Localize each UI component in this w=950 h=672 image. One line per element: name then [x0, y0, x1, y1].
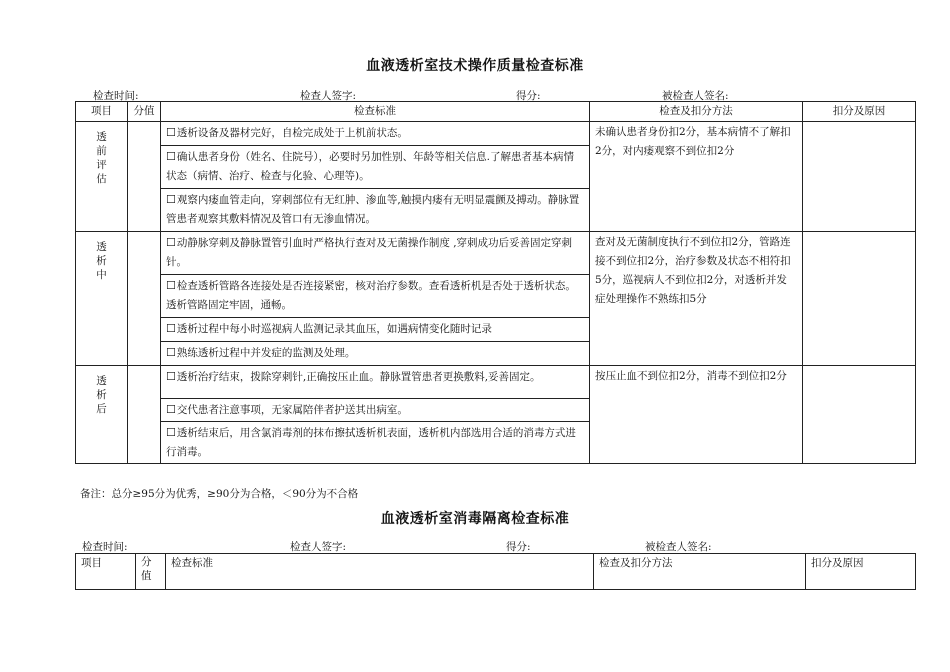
header-item: 项目: [76, 554, 136, 590]
header-deduction: 扣分及原因: [806, 554, 916, 590]
header-score-label: 分值: [141, 556, 152, 582]
header-standard: 检查标准: [161, 102, 590, 122]
standard-item: ☐ 透析设备及器材完好，自检完成处于上机前状态。: [161, 122, 590, 146]
method-cell: 按压止血不到位扣2分，消毒不到位扣2分: [590, 366, 803, 464]
table-header-row: [76, 554, 916, 590]
category-label: 透前评估: [96, 131, 107, 185]
quality-check-table: [75, 101, 916, 464]
table-header-row: [76, 102, 916, 122]
method-cell: 未确认患者身份扣2分，基本病情不了解扣2分，对内瘘观察不到位扣2分: [590, 122, 803, 232]
inspector-signature-label: 检查人签字:: [290, 541, 347, 553]
standard-item: ☐ 动静脉穿刺及静脉置管引血时严格执行查对及无菌操作制度 ,穿刺成功后妥善固定穿刺针。: [161, 232, 590, 275]
header-method: 检查及扣分方法: [594, 554, 806, 590]
standard-item: ☐ 观察内瘘血管走向，穿刺部位有无红肿、渗血等,触摸内瘘有无明显震颤及搏动。静脉置管患者观察其敷料情况及管口有无渗血情况。: [161, 189, 590, 232]
inspectee-signature-label: 被检查人签名:: [645, 541, 712, 553]
section-title: 血液透析室消毒隔离检查标准: [380, 511, 570, 527]
standard-item: ☐ 检查透析管路各连接处是否连接紧密，核对治疗参数。查看透析机是否处于透析状态。透析管路固定牢固，通畅。: [161, 275, 590, 318]
standard-item: ☐ 透析结束后，用含氯消毒剂的抹布擦拭透析机表面，透析机内部选用合适的消毒方式进行消毒。: [161, 422, 590, 464]
score-label: 得分:: [506, 541, 531, 553]
method-cell: 查对及无菌制度执行不到位扣2分，管路连接不到位扣2分，治疗参数及状态不相符扣5分，巡视病人不到位扣2分，对透析并发症处理操作不熟练扣5分: [590, 232, 803, 366]
deduction-cell: [803, 366, 916, 464]
header-standard: 检查标准: [166, 554, 594, 590]
score-label: 得分:: [516, 90, 541, 102]
inspectee-signature-label: 被检查人签名:: [662, 90, 729, 102]
standard-item: ☐ 透析治疗结束，拨除穿刺针,正确按压止血。静脉置管患者更换敷料,妥善固定。: [161, 366, 590, 399]
standard-item: ☐ 确认患者身份（姓名、住院号），必要时另加性别、年龄等相关信息.了解患者基本病情状态（病情、治疗、检查与化验、心理等)。: [161, 146, 590, 189]
table-row: [76, 122, 916, 146]
score-cell: [128, 122, 161, 232]
header-deduction: 扣分及原因: [803, 102, 916, 122]
category-cell: [76, 232, 128, 366]
deduction-cell: [803, 122, 916, 232]
header-score: 分值: [128, 102, 161, 122]
check-time-label: 检查时间:: [93, 90, 139, 102]
standard-item: ☐ 交代患者注意事项，无家属陪伴者护送其出病室。: [161, 399, 590, 422]
standard-item: ☐ 熟练透析过程中并发症的监测及处理。: [161, 342, 590, 366]
score-cell: [128, 366, 161, 464]
header-method: 检查及扣分方法: [590, 102, 803, 122]
standard-item: ☐ 透析过程中每小时巡视病人监测记录其血压，如遇病情变化随时记录: [161, 318, 590, 342]
disinfection-check-table: [75, 553, 916, 590]
category-cell: [76, 366, 128, 464]
check-time-label: 检查时间:: [82, 541, 128, 553]
header-score: [136, 554, 166, 590]
category-label: 透析后: [96, 375, 107, 415]
inspector-signature-label: 检查人签字:: [300, 90, 357, 102]
page-title: 血液透析室技术操作质量检查标准: [366, 58, 584, 74]
category-cell: [76, 122, 128, 232]
table-row: [76, 232, 916, 275]
category-label: 透析中: [96, 241, 107, 281]
table-row: [76, 366, 916, 399]
scoring-note: 备注：总分≥95分为优秀，≥90分为合格，＜90分为不合格: [80, 488, 359, 500]
deduction-cell: [803, 232, 916, 366]
header-item: 项目: [76, 102, 128, 122]
score-cell: [128, 232, 161, 366]
